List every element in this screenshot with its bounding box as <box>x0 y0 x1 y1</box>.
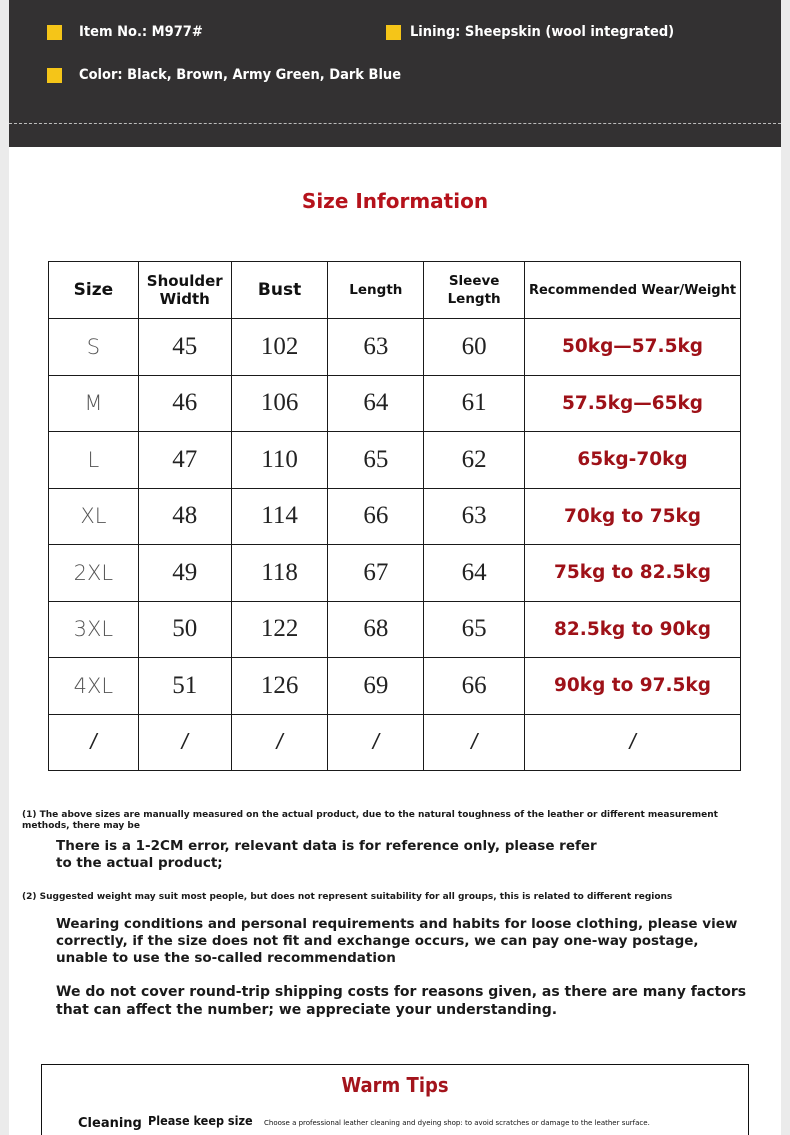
cell-bust: 106 <box>231 375 328 432</box>
cell-size: M <box>49 375 139 432</box>
cell-bust: 122 <box>231 601 328 658</box>
col-header-recommended: Recommended Wear/Weight <box>525 262 741 319</box>
table-row <box>49 432 741 489</box>
tip-cleaning-text: Choose a professional leather cleaning and dyeing shop: to avoid scratches or damage to the leather surface. <box>264 1119 650 1127</box>
cell-bust: 102 <box>231 319 328 376</box>
cell-weight: 75kg to 82.5kg <box>525 545 741 602</box>
product-detail-page <box>9 0 781 1135</box>
cell-size: / <box>49 714 139 771</box>
cell-weight: 57.5kg—65kg <box>525 375 741 432</box>
cell-shoulder: 50 <box>138 601 231 658</box>
spec-text: Color: Black, Brown, Army Green, Dark Blue <box>79 67 402 83</box>
cell-size: 3XL <box>49 601 139 658</box>
cell-shoulder: 51 <box>138 658 231 715</box>
col-header-sleeve: Sleeve Length <box>424 262 525 319</box>
table-row <box>49 714 741 771</box>
table-row <box>49 488 741 545</box>
cell-size: 2XL <box>49 545 139 602</box>
cell-size: S <box>49 319 139 376</box>
cell-length: 66 <box>328 488 424 545</box>
spec-text: Item No.: M977# <box>79 24 203 40</box>
cell-sleeve: 66 <box>424 658 525 715</box>
note-1-intro: (1) The above sizes are manually measured on the actual product, due to the natural toughness of the leather or different measurement methods, there may be <box>22 810 718 831</box>
cell-weight: 82.5kg to 90kg <box>525 601 741 658</box>
cell-sleeve: 65 <box>424 601 525 658</box>
warm-tips-title: Warm Tips <box>341 1073 449 1097</box>
cell-length: 63 <box>328 319 424 376</box>
cell-length: 64 <box>328 375 424 432</box>
note-1-body: There is a 1-2CM error, relevant data is for reference only, please refer to the actual product; <box>56 838 597 871</box>
cell-size: 4XL <box>49 658 139 715</box>
spec-header <box>9 0 781 147</box>
cell-weight: / <box>525 714 741 771</box>
table-row <box>49 601 741 658</box>
table-row <box>49 375 741 432</box>
cell-weight: 65kg-70kg <box>525 432 741 489</box>
cell-shoulder: 49 <box>138 545 231 602</box>
col-header-size: Size <box>49 262 139 319</box>
col-header-bust: Bust <box>231 262 328 319</box>
cell-shoulder: 46 <box>138 375 231 432</box>
cell-weight: 90kg to 97.5kg <box>525 658 741 715</box>
note-2-intro: (2) Suggested weight may suit most people, but does not represent suitability for all groups, this is related to different regions <box>22 892 673 902</box>
cell-sleeve: 62 <box>424 432 525 489</box>
dashed-divider <box>9 123 781 124</box>
tip-label-cleaning: Cleaning <box>78 1116 142 1131</box>
cell-shoulder: 47 <box>138 432 231 489</box>
cell-sleeve: / <box>424 714 525 771</box>
cell-length: 68 <box>328 601 424 658</box>
cell-bust: / <box>231 714 328 771</box>
yellow-square-icon <box>386 25 401 40</box>
table-row <box>49 319 741 376</box>
spec-text: Lining: Sheepskin (wool integrated) <box>410 24 675 40</box>
cell-size: L <box>49 432 139 489</box>
cell-shoulder: 45 <box>138 319 231 376</box>
yellow-square-icon <box>47 68 62 83</box>
table-row <box>49 545 741 602</box>
cell-sleeve: 64 <box>424 545 525 602</box>
cell-weight: 70kg to 75kg <box>525 488 741 545</box>
cell-shoulder: 48 <box>138 488 231 545</box>
size-info-title: Size Information <box>301 189 489 213</box>
cell-bust: 118 <box>231 545 328 602</box>
table-header-row <box>49 262 741 319</box>
cell-length: / <box>328 714 424 771</box>
spec-color <box>47 67 401 83</box>
col-header-shoulder: Shoulder Width <box>138 262 231 319</box>
cell-sleeve: 61 <box>424 375 525 432</box>
table-row <box>49 658 741 715</box>
note-2-body: Wearing conditions and personal requirements and habits for loose clothing, please view correctly, if the size does not fit and exchange occurs, we can pay one-way postage, unable to use the so-called recommendation <box>56 916 738 966</box>
cell-size: XL <box>49 488 139 545</box>
cell-shoulder: / <box>138 714 231 771</box>
cell-length: 65 <box>328 432 424 489</box>
note-3: We do not cover round-trip shipping costs for reasons given, as there are many factors that can affect the number; we appreciate your understanding. <box>56 984 747 1018</box>
spec-item-no <box>47 24 203 40</box>
spec-lining <box>386 24 674 40</box>
cell-length: 69 <box>328 658 424 715</box>
cell-bust: 126 <box>231 658 328 715</box>
warm-tips-box <box>41 1064 749 1135</box>
cell-sleeve: 63 <box>424 488 525 545</box>
cell-bust: 114 <box>231 488 328 545</box>
col-header-length: Length <box>328 262 424 319</box>
cell-weight: 50kg—57.5kg <box>525 319 741 376</box>
cell-bust: 110 <box>231 432 328 489</box>
tip-keep-size: Please keep size <box>148 1113 253 1128</box>
cell-sleeve: 60 <box>424 319 525 376</box>
cell-length: 67 <box>328 545 424 602</box>
size-table <box>48 261 741 771</box>
yellow-square-icon <box>47 25 62 40</box>
